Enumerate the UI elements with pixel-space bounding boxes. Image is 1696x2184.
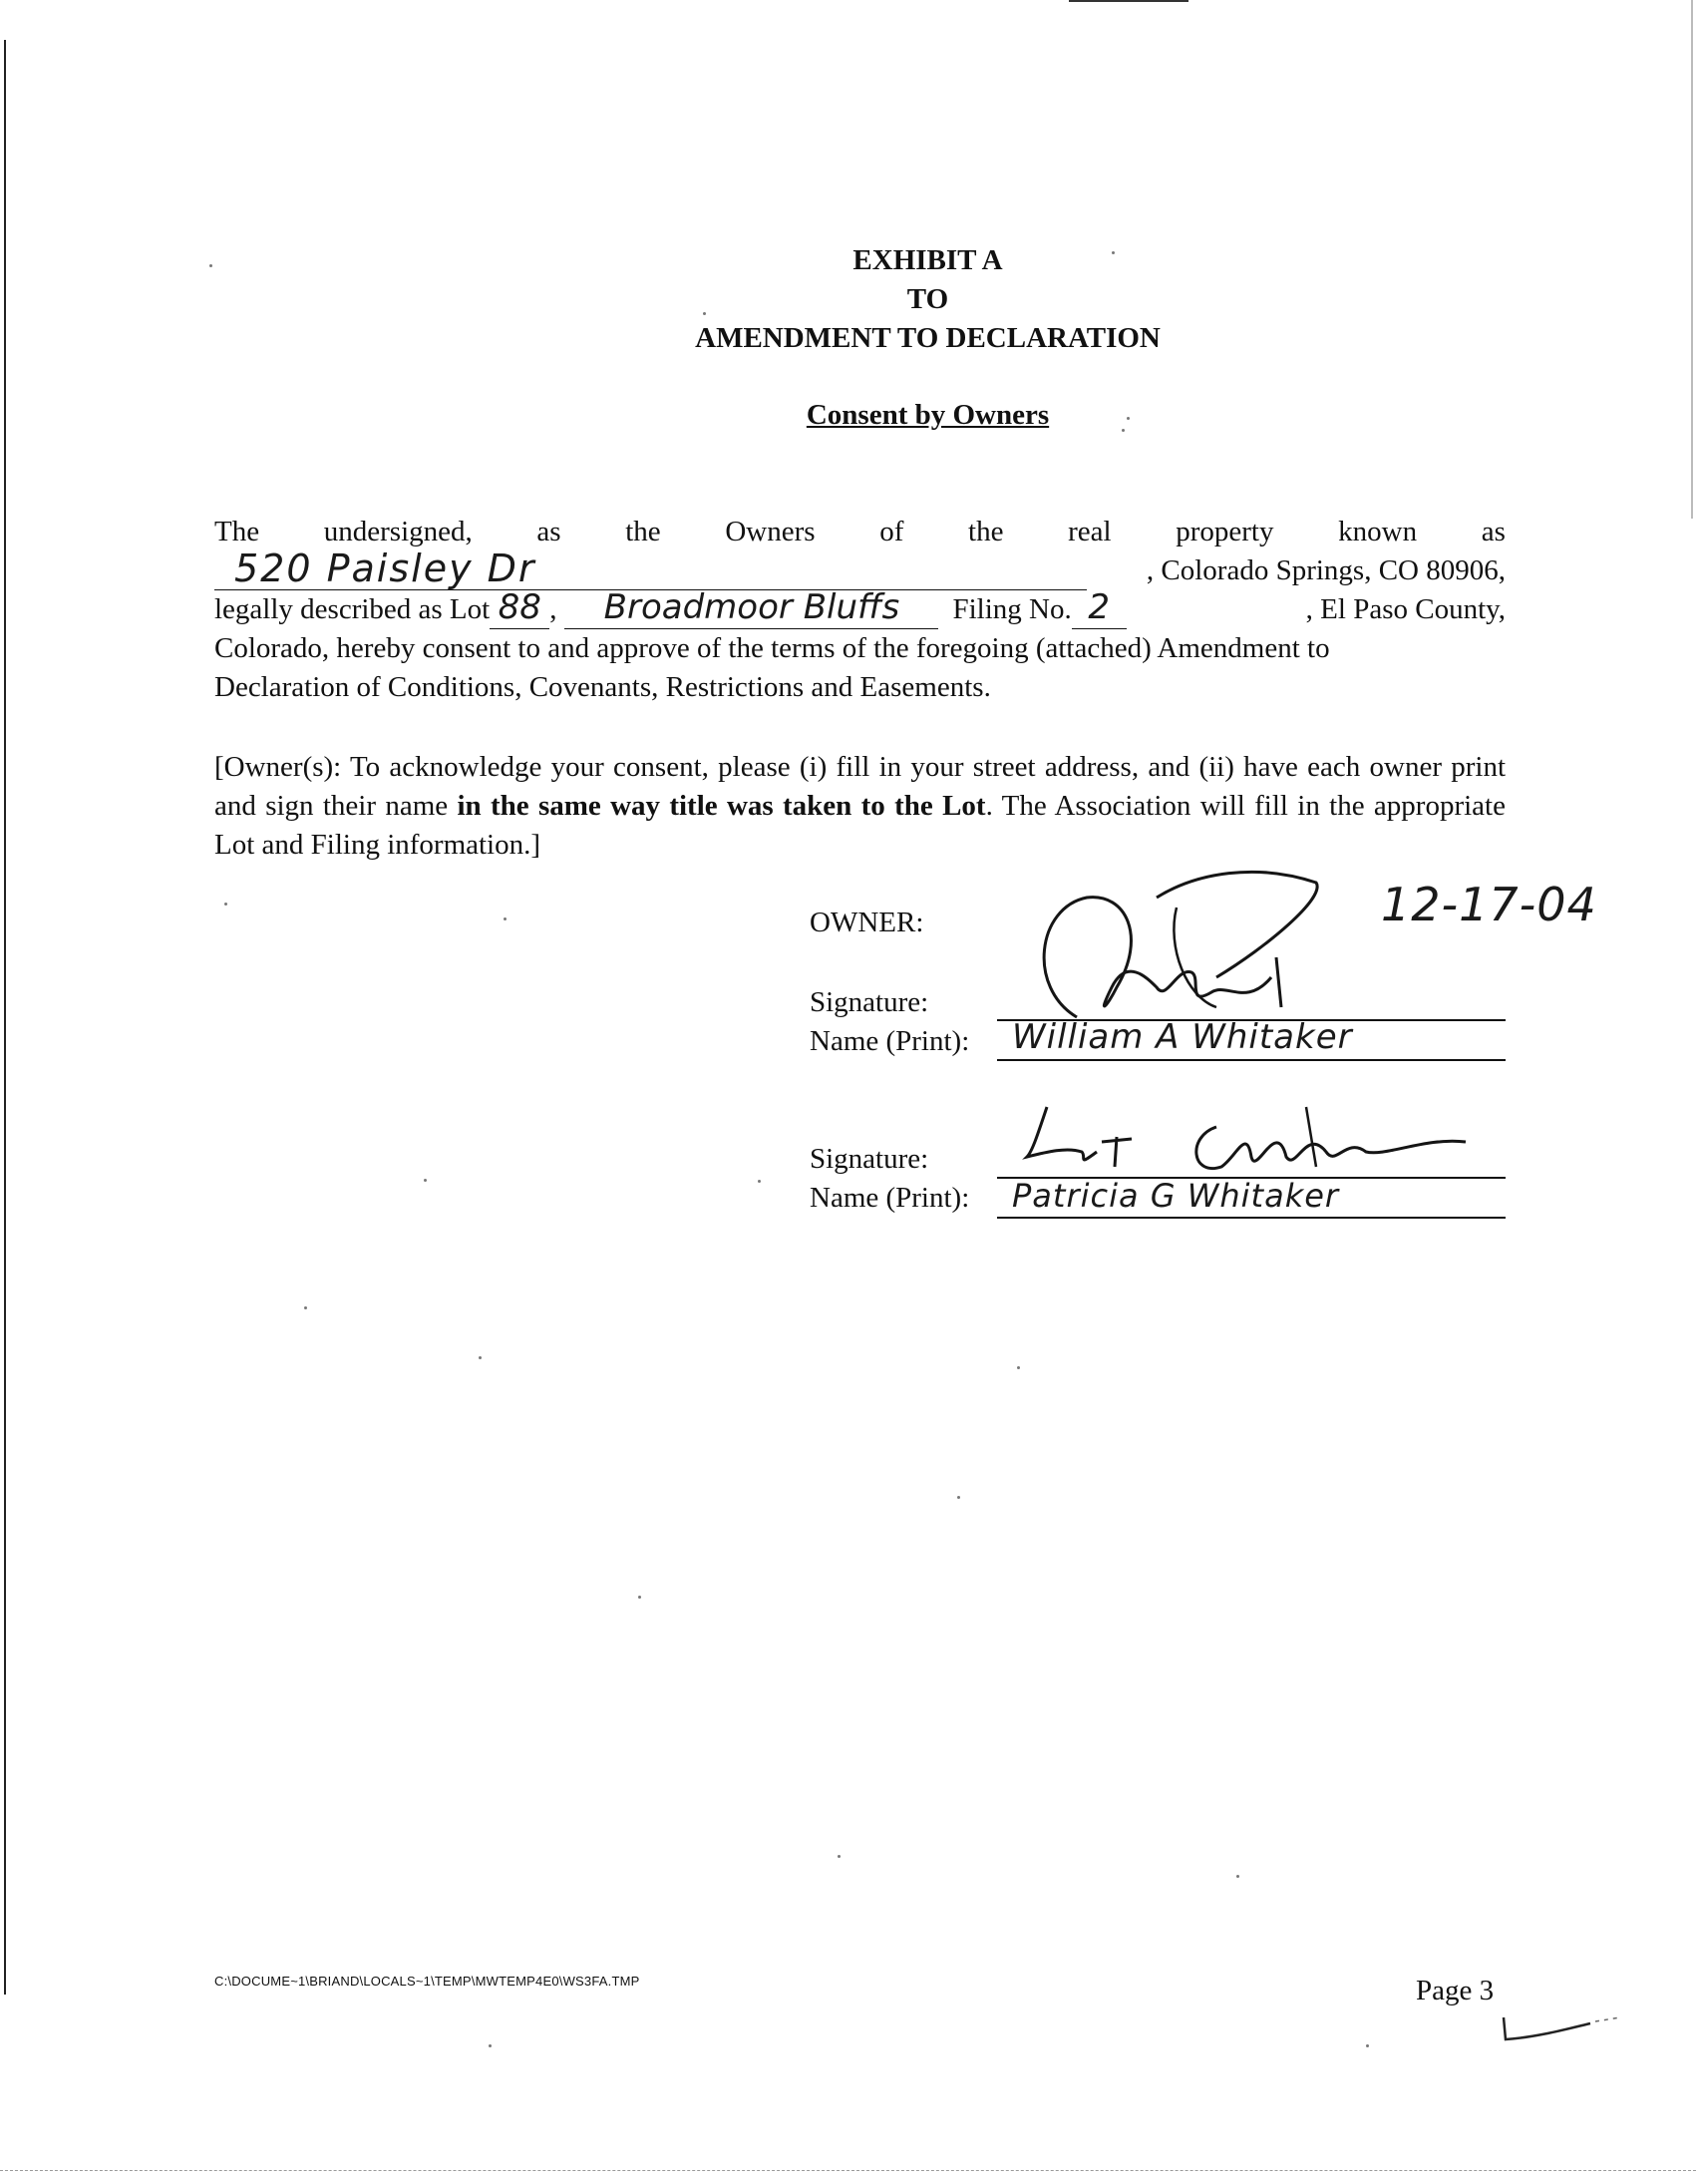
scan-speck: [504, 917, 507, 920]
consent-word: as: [536, 516, 561, 547]
consent-title: Consent by Owners: [806, 399, 1050, 431]
consent-word: real: [1068, 516, 1112, 547]
owner-label: OWNER:: [810, 907, 924, 938]
consent-line-5: [214, 668, 1506, 707]
document-header: [0, 241, 1696, 358]
consent-word: Owners: [725, 516, 816, 547]
scan-speck: [1366, 2044, 1369, 2047]
name-line-2: [997, 1217, 1506, 1219]
subdivision-field[interactable]: Broadmoor Bluffs: [564, 590, 938, 629]
scan-speck: [758, 1180, 761, 1183]
scan-speck: [638, 1596, 641, 1599]
consent-word: the: [968, 516, 1004, 547]
instructions-paragraph: [214, 748, 1506, 865]
signature-label-1: Signature:: [810, 986, 929, 1018]
consent-word: property: [1176, 516, 1274, 547]
exhibit-subtitle: AMENDMENT TO DECLARATION: [695, 322, 1161, 354]
owner2-printed-name: Patricia G Whitaker: [1012, 1177, 1340, 1215]
scan-speck: [424, 1179, 427, 1182]
page-number: Page 3: [1416, 1975, 1495, 2006]
consent-paragraph: [214, 513, 1506, 707]
filing-label: Filing No.: [952, 593, 1072, 625]
consent-word: undersigned,: [323, 516, 473, 547]
consent-word: known: [1338, 516, 1418, 547]
name-label-1: Name (Print):: [810, 1025, 970, 1057]
scan-mark: [0, 2170, 1696, 2172]
page-initial-mark: [1496, 2009, 1625, 2049]
exhibit-to: TO: [906, 283, 949, 315]
consent-word: The: [214, 516, 260, 547]
scan-speck: [224, 903, 227, 906]
consent-line-2: [214, 546, 1506, 590]
city-state-zip: , Colorado Springs, CO 80906,: [1146, 554, 1506, 586]
consent-line-3: [214, 587, 1506, 629]
lot-comma: ,: [549, 593, 557, 625]
owner1-signature-scribble: [1017, 868, 1336, 1027]
owner1-printed-name: William A Whitaker: [1012, 1017, 1353, 1057]
name-line-1: [997, 1059, 1506, 1061]
scan-speck: [489, 2044, 492, 2047]
scan-speck: [304, 1306, 307, 1309]
scan-speck: [479, 1356, 482, 1359]
county-text: , El Paso County,: [1305, 593, 1506, 625]
filing-number-field[interactable]: 2: [1072, 590, 1127, 629]
consent-text: Colorado, hereby consent to and approve of the terms of the foregoing (attached) Amendment to: [214, 632, 1330, 664]
consent-line-4: [214, 629, 1506, 668]
instructions-emphasis: in the same way title was taken to the Lot: [457, 790, 986, 822]
consent-text: Declaration of Conditions, Covenants, Restrictions and Easements.: [214, 671, 991, 703]
signature-date: 12-17-04: [1381, 878, 1597, 931]
consent-word: of: [879, 516, 904, 547]
owner2-signature-scribble: [1007, 1097, 1486, 1187]
name-label-2: Name (Print):: [810, 1182, 970, 1214]
scan-speck: [838, 1855, 841, 1858]
consent-word: the: [625, 516, 661, 547]
street-address-field[interactable]: 520 Paisley Dr: [214, 551, 1087, 590]
instructions-text: . The Association will fill in the appropriate Lot and Filing information.]: [214, 790, 1506, 861]
signature-label-2: Signature:: [810, 1143, 929, 1175]
scan-speck: [1017, 1366, 1020, 1369]
exhibit-title: EXHIBIT A: [852, 244, 1003, 276]
lot-number-field[interactable]: 88: [490, 590, 549, 629]
file-path: C:\DOCUME~1\BRIAND\LOCALS~1\TEMP\MWTEMP4E0\WS3FA.TMP: [214, 1974, 640, 1989]
scan-speck: [1236, 1875, 1239, 1878]
scan-speck: [957, 1496, 960, 1499]
legal-description-label: legally described as Lot: [214, 593, 491, 625]
consent-word: as: [1481, 516, 1506, 547]
scan-mark: [1069, 0, 1188, 2]
instructions-text: [Owner(s): To acknowledge your consent, please (i) fill in your street address, and (ii) have each owner print and sign their name: [214, 751, 1506, 822]
